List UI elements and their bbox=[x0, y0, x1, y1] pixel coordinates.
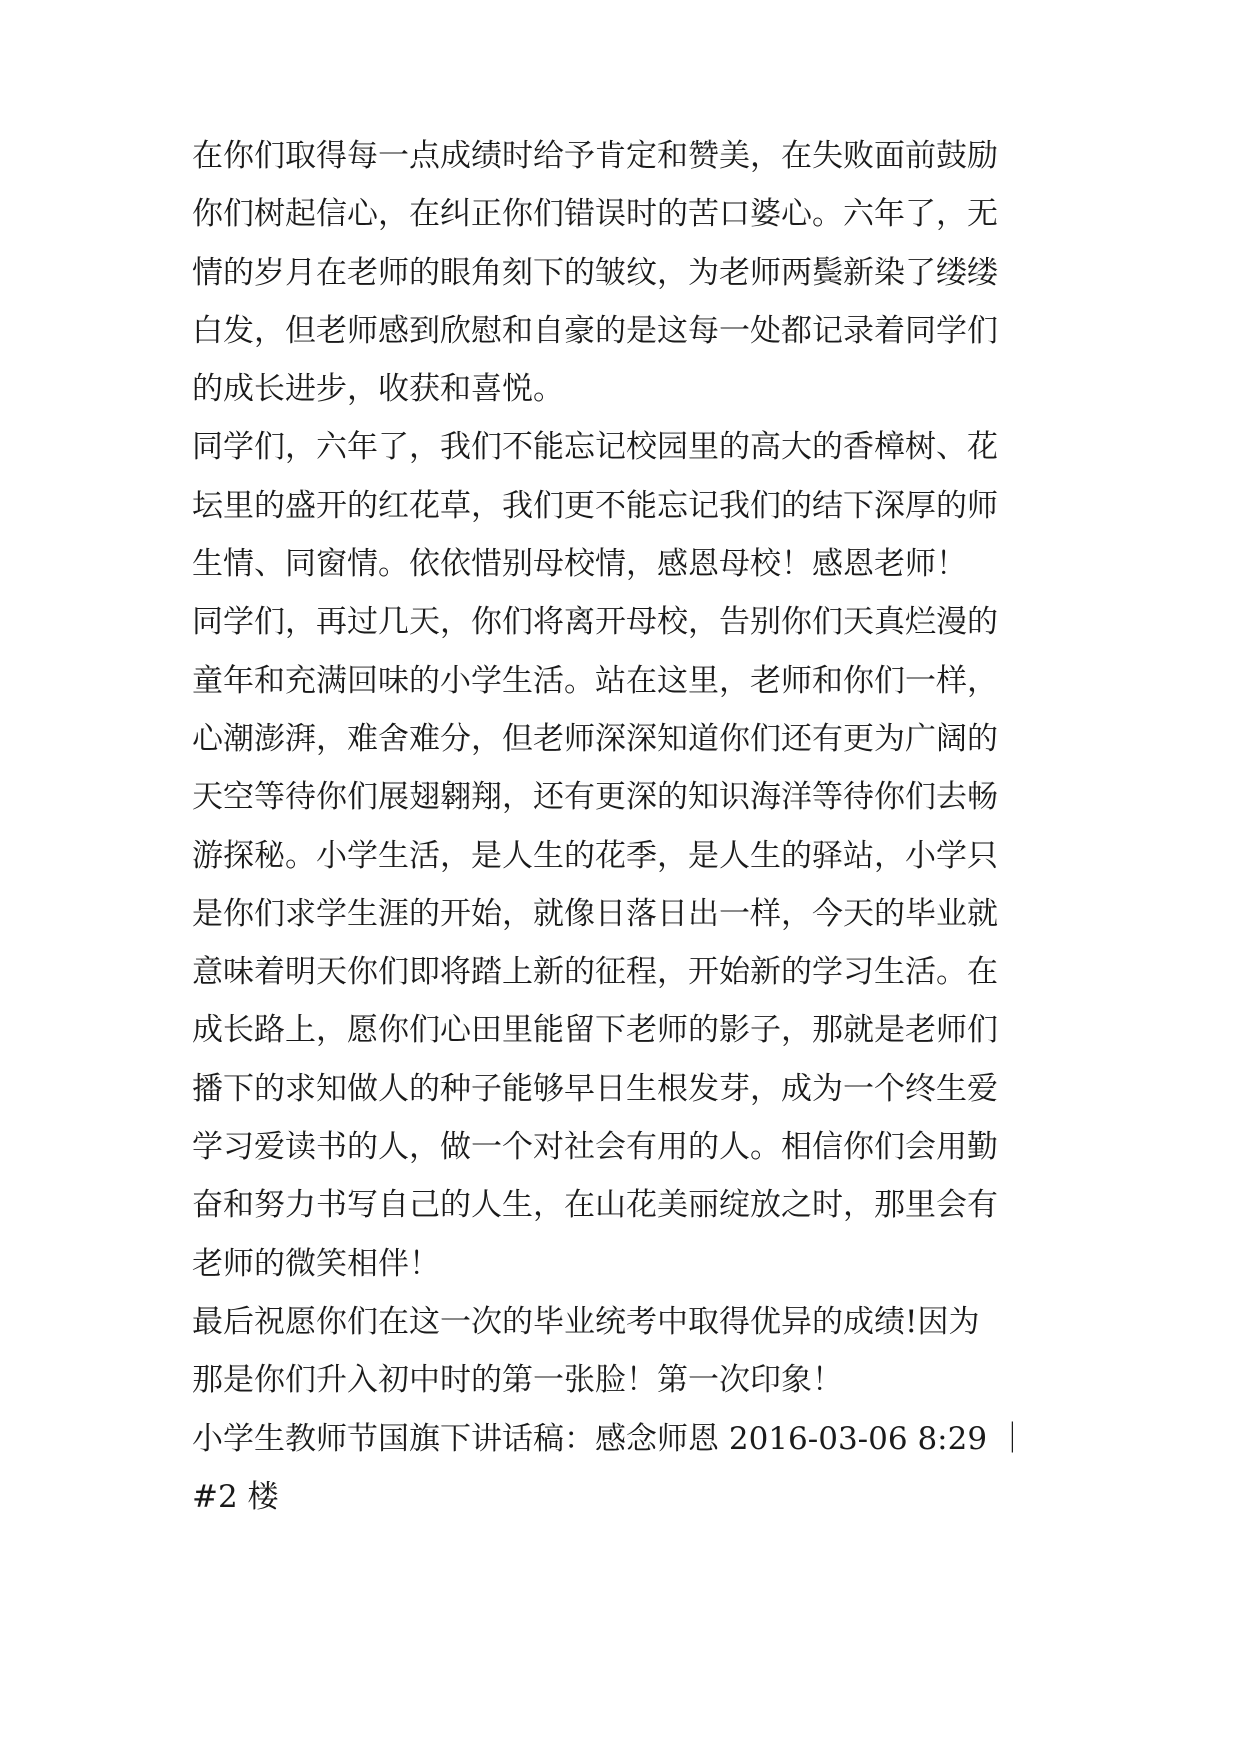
text-line: 学习爱读书的人，做一个对社会有用的人。相信你们会用勤 bbox=[192, 1129, 998, 1166]
text-line: 天空等待你们展翅翱翔，还有更深的知识海洋等待你们去畅 bbox=[192, 779, 998, 816]
text-line: 最后祝愿你们在这一次的毕业统考中取得优异的成绩!因为 bbox=[192, 1303, 980, 1340]
text-line: 生情、同窗情。依依惜别母校情，感恩母校！感恩老师！ bbox=[192, 546, 967, 583]
floor-number: #2 楼 bbox=[192, 1478, 279, 1515]
text-line: 你们树起信心，在纠正你们错误时的苦口婆心。六年了，无 bbox=[192, 196, 998, 233]
text-line: 情的岁月在老师的眼角刻下的皱纹，为老师两鬓新染了缕缕 bbox=[192, 254, 998, 291]
text-line: 是你们求学生涯的开始，就像日落日出一样，今天的毕业就 bbox=[192, 895, 998, 932]
text-line: 播下的求知做人的种子能够早日生根发芽，成为一个终生爱 bbox=[192, 1070, 998, 1107]
text-line: 成长路上，愿你们心田里能留下老师的影子，那就是老师们 bbox=[192, 1012, 998, 1049]
text-line: 在你们取得每一点成绩时给予肯定和赞美，在失败面前鼓励 bbox=[192, 138, 998, 174]
text-line: 同学们，再过几天，你们将离开母校，告别你们天真烂漫的 bbox=[192, 604, 998, 641]
article-body bbox=[192, 127, 1072, 1526]
text-line: 老师的微笑相伴！ bbox=[192, 1245, 440, 1282]
text-line: 童年和充满回味的小学生活。站在这里，老师和你们一样， bbox=[192, 662, 998, 699]
text-line: 心潮澎湃，难舍难分，但老师深深知道你们还有更为广阔的 bbox=[192, 720, 998, 757]
text-line: 奋和努力书写自己的人生，在山花美丽绽放之时，那里会有 bbox=[192, 1187, 998, 1224]
text-line: 游探秘。小学生活，是人生的花季，是人生的驿站，小学只 bbox=[192, 837, 998, 874]
text-line: 坛里的盛开的红花草，我们更不能忘记我们的结下深厚的师 bbox=[192, 487, 998, 524]
post-title-line: 小学生教师节国旗下讲话稿：感念师恩 2016-03-06 8:29 ｜ bbox=[192, 1420, 1028, 1457]
text-line: 那是你们升入初中时的第一张脸！第一次印象！ bbox=[192, 1362, 843, 1399]
text-line: 的成长进步，收获和喜悦。 bbox=[192, 371, 564, 408]
text-line: 白发，但老师感到欣慰和自豪的是这每一处都记录着同学们 bbox=[192, 312, 998, 349]
text-line: 同学们，六年了，我们不能忘记校园里的高大的香樟树、花 bbox=[192, 429, 998, 466]
text-line: 意味着明天你们即将踏上新的征程，开始新的学习生活。在 bbox=[192, 954, 998, 991]
